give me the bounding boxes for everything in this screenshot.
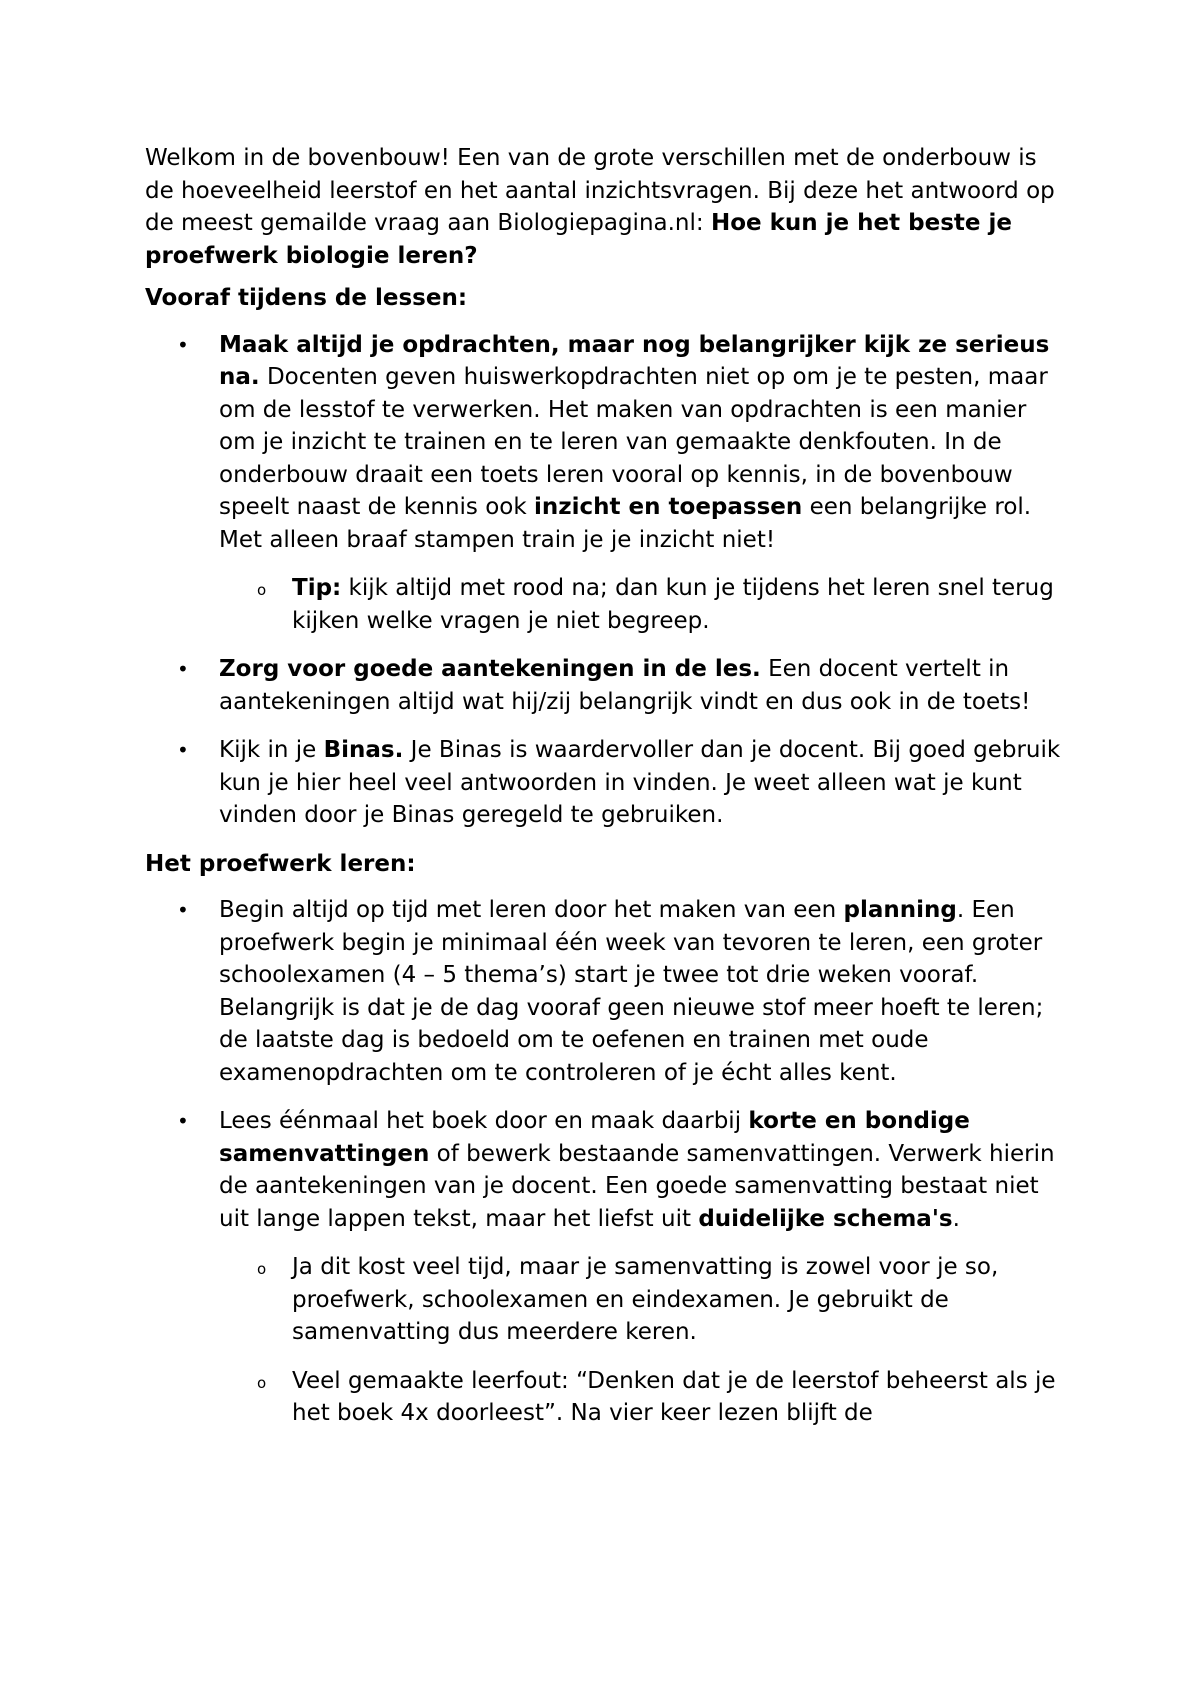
circle-bullet-icon: o	[257, 1373, 267, 1392]
intro-text: Welkom in de bovenbouw! Een van de grote verschillen met de onderbouw is de hoeveelheid leerstof en het aantal inzichtsvragen. Bij deze het antwoord op de meest gemailde vraag aan Biologiepagina.nl:	[145, 145, 1055, 236]
list-item	[145, 1105, 1070, 1430]
bullet-icon: •	[177, 738, 189, 762]
sub-list	[219, 1251, 1070, 1430]
item-bold: korte en bondige samenvattingen	[219, 1108, 970, 1167]
list-item	[145, 653, 1070, 718]
section-heading-vooraf: Vooraf tijdens de lessen:	[145, 285, 468, 311]
section-list-vooraf	[145, 329, 1070, 832]
list-item	[145, 329, 1070, 638]
bullet-icon: •	[177, 1109, 189, 1133]
section-heading-proefwerk: Het proefwerk leren:	[145, 850, 416, 877]
document-body	[145, 142, 1070, 1446]
item-text: .	[952, 1205, 960, 1232]
intro-paragraph	[145, 142, 1070, 272]
circle-bullet-icon: o	[257, 581, 267, 599]
section-list-proefwerk	[145, 894, 1070, 1430]
intro-question: Hoe kun je het beste je proefwerk biologie leren?	[145, 210, 1012, 269]
item-bold: Maak altijd je opdrachten, maar nog belangrijker kijk ze serieus na.	[219, 331, 1050, 390]
item-bold: Zorg voor goede aantekeningen in de les.	[219, 656, 761, 682]
item-text: Begin altijd op tijd met leren door het maken van een	[219, 897, 844, 923]
item-text: Kijk in je	[219, 737, 324, 763]
bullet-icon: •	[177, 332, 189, 357]
circle-bullet-icon: o	[257, 1260, 267, 1278]
list-item	[145, 894, 1070, 1089]
sub-list-item	[219, 1365, 1070, 1430]
tip-text: kijk altijd met rood na; dan kun je tijdens het leren snel terug kijken welke vragen je niet begreep.	[292, 575, 1054, 634]
item-text: . Een proefwerk begin je minimaal één week van tevoren te leren, een groter schoolexamen (4 – 5 thema’s) start je twee tot drie weken vooraf. Belangrijk is dat je de dag vooraf geen nieuwe stof meer hoeft te leren; de laatste dag is bedoeld om te oefenen en trainen met oude examenopdrachten om te controleren of je écht alles kent.	[219, 897, 1044, 1086]
list-item	[145, 734, 1070, 832]
bullet-icon: •	[177, 657, 189, 681]
bullet-icon: •	[177, 898, 189, 922]
item-bold: Binas.	[323, 737, 404, 763]
sub-list-item	[219, 572, 1070, 637]
item-bold: duidelijke schema's	[698, 1205, 953, 1232]
item-bold: planning	[843, 897, 957, 923]
item-text: een belangrijke rol. Met alleen braaf stampen train je je inzicht niet!	[219, 494, 1032, 553]
item-text: Docenten geven huiswerkopdrachten niet op om je te pesten, maar om de lesstof te verwerken. Het maken van opdrachten is een manier om je inzicht te trainen en te leren van gemaakte denkfouten. In de onderbouw draait een toets leren vooral op kennis, in de bovenbouw speelt naast de kennis ook	[219, 364, 1048, 520]
item-bold: inzicht en toepassen	[534, 494, 803, 520]
item-text: Lees éénmaal het boek door en maak daarbij	[219, 1108, 749, 1134]
sub-item-text: Ja dit kost veel tijd, maar je samenvatting is zowel voor je so, proefwerk, schoolexamen en eindexamen. Je gebruikt de samenvatting dus meerdere keren.	[292, 1254, 999, 1345]
item-text: Een docent vertelt in aantekeningen altijd wat hij/zij belangrijk vindt en dus ook in de toets!	[219, 656, 1031, 715]
item-text: Je Binas is waardervoller dan je docent. Bij goed gebruik kun je hier heel veel antwoorden in vinden. Je weet alleen wat je kunt vinden door je Binas geregeld te gebruiken.	[219, 737, 1061, 828]
item-text: of bewerk bestaande samenvattingen. Verwerk hierin de aantekeningen van je docent. Een goede samenvatting bestaat niet uit lange lappen tekst, maar het liefst uit	[219, 1140, 1055, 1232]
tip-label: Tip:	[292, 575, 342, 601]
sub-item-text: Veel gemaakte leerfout: “Denken dat je de leerstof beheerst als je het boek 4x doorleest”. Na vier keer lezen blijft de	[292, 1367, 1056, 1426]
sub-list	[219, 572, 1070, 637]
sub-list-item	[219, 1251, 1070, 1349]
